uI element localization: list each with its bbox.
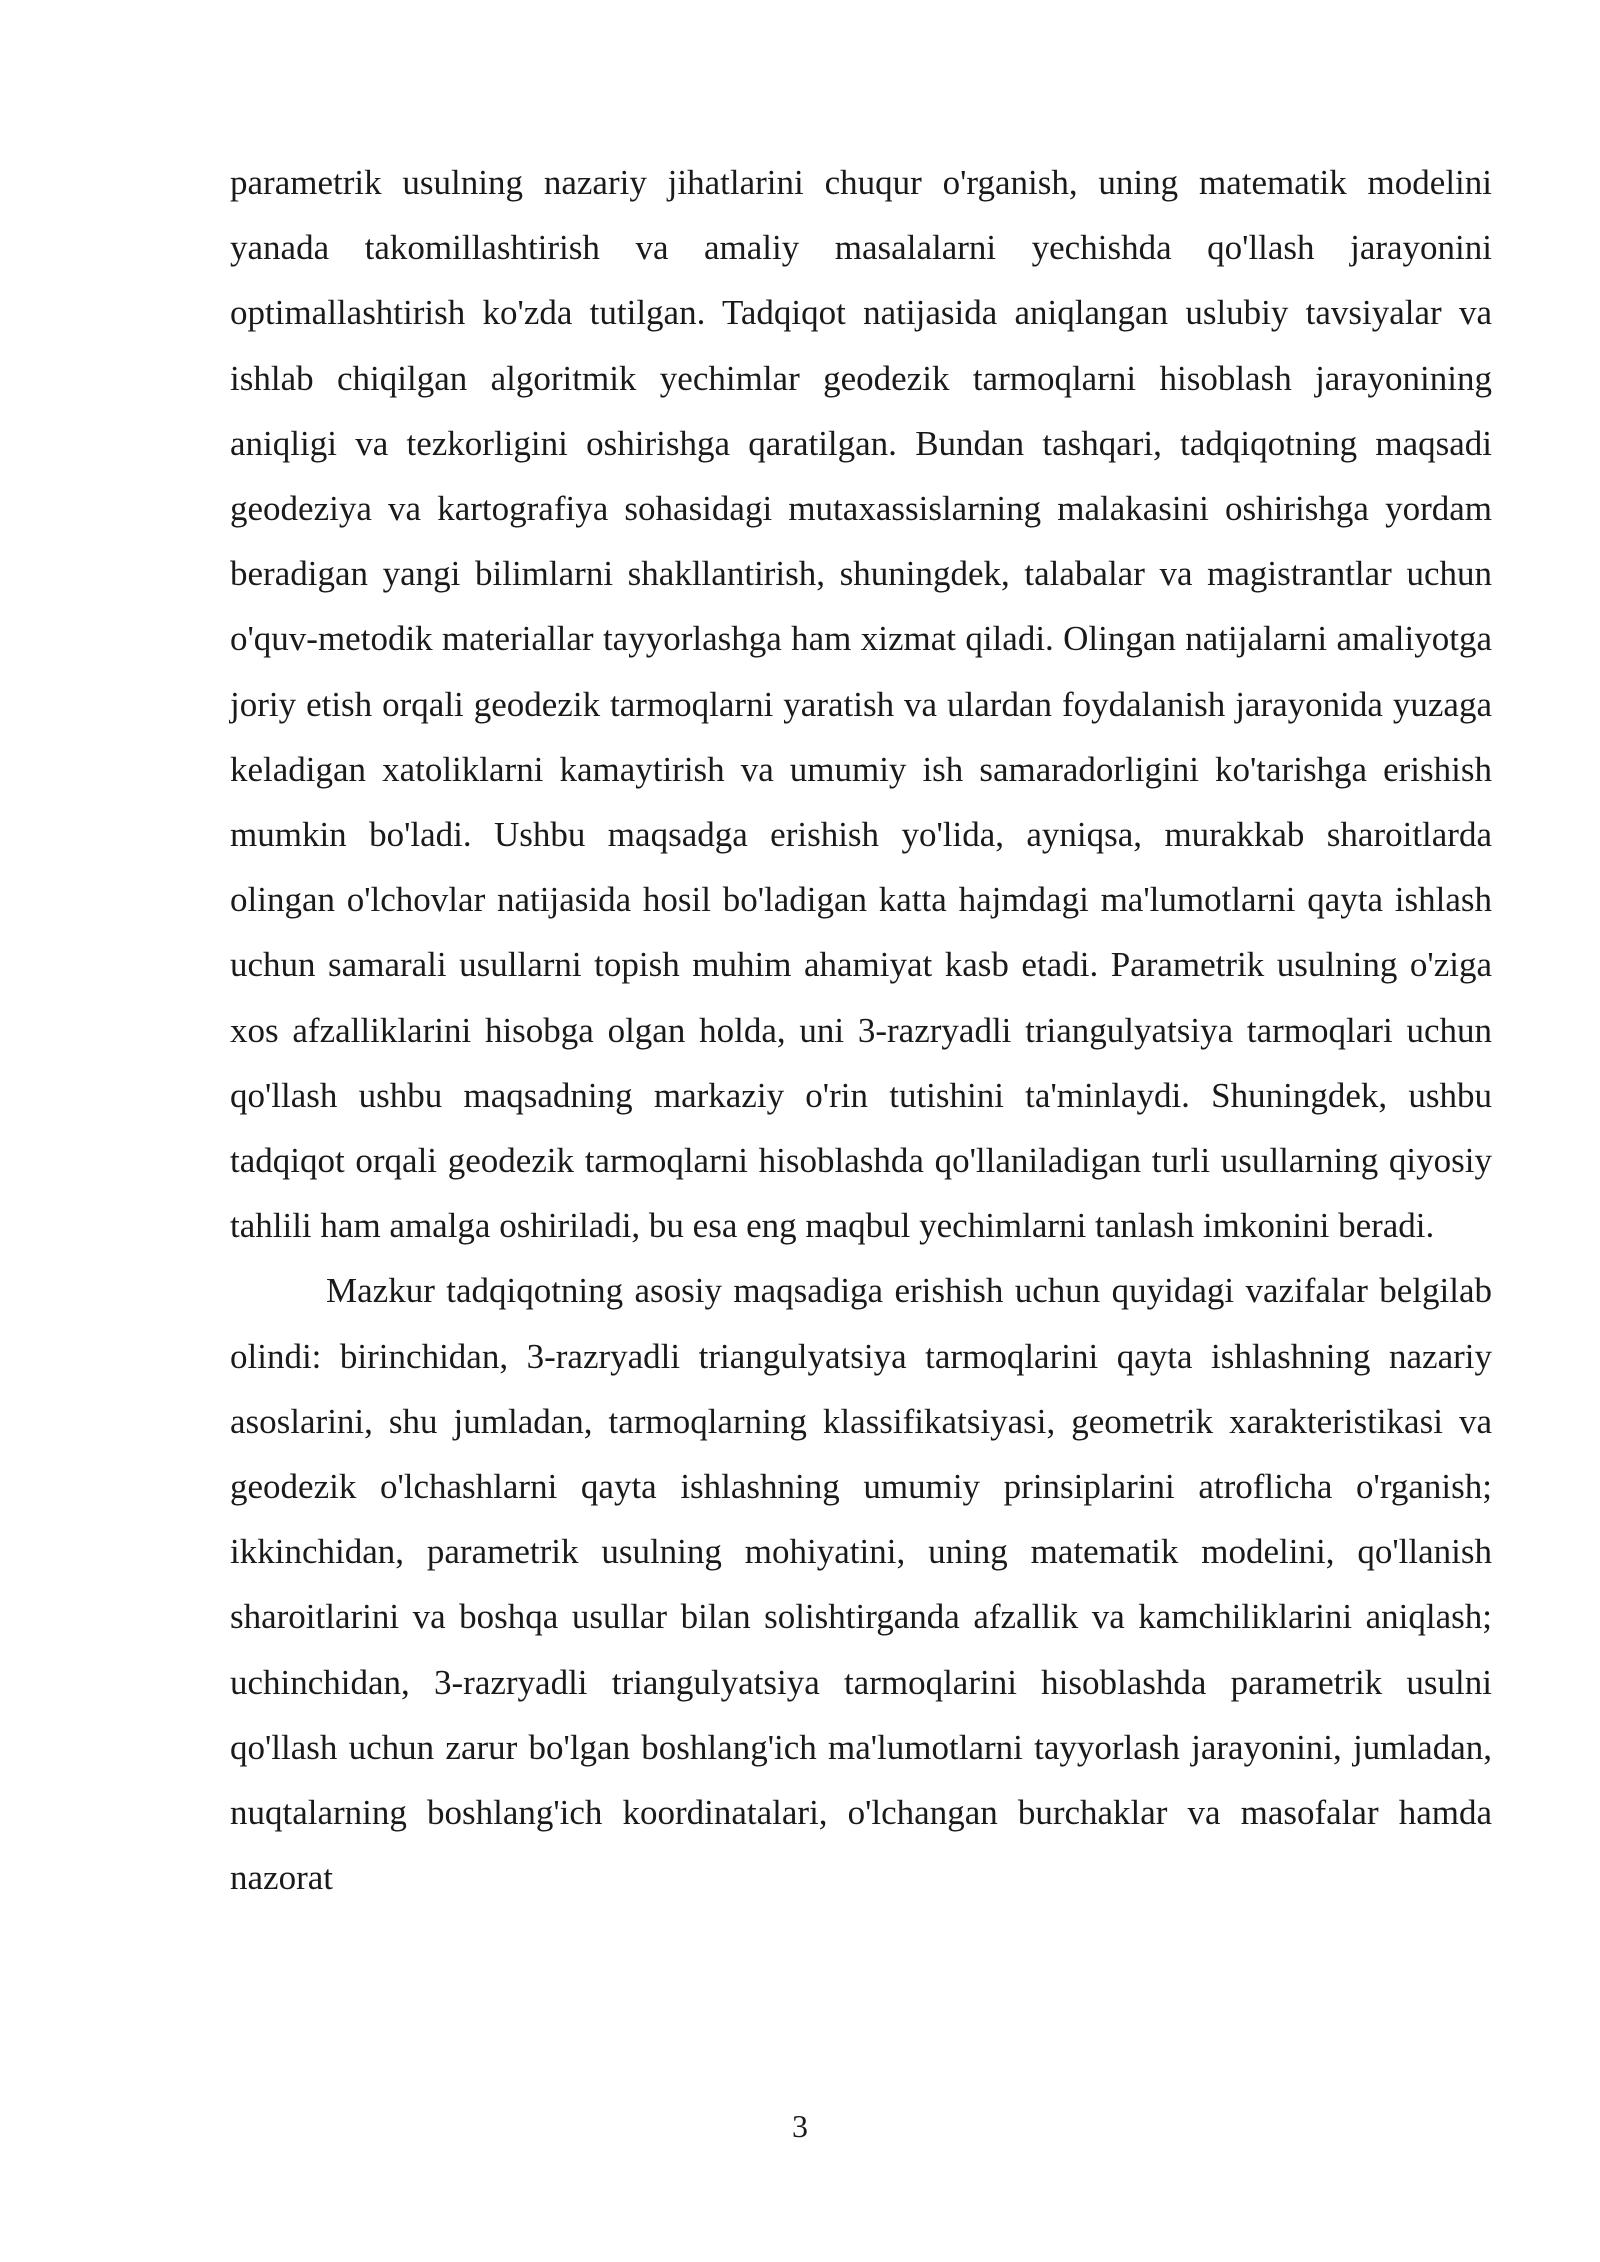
page-number: 3 bbox=[792, 2108, 808, 2144]
paragraph-tasks: Mazkur tadqiqotning asosiy maqsadiga erishish uchun quyidagi vazifalar belgilab olindi: birinchidan, 3-razryadli triangulyatsiya tarmoqlarini qayta ishlashning nazariy asoslarini, shu jumladan, tarmoqlarning klassifikatsiyasi, geometrik xarakteristikasi va geodezik o'lchashlarni qayta ishlashning umumiy prinsiplarini atroflicha o'rganish; ikkinchidan, parametrik usulning mohiyatini, uning matematik modelini, qo'llanish sharoitlarini va boshqa usullar bilan solishtirganda afzallik va kamchiliklarini aniqlash; uchinchidan, 3-razryadli triangulyatsiya tarmoqlarini hisoblashda parametrik usulni qo'llash uchun zarur bo'lgan boshlang'ich ma'lumotlarni tayyorlash jarayonini, jumladan, nuqtalarning boshlang'ich koordinatalari, o'lchangan burchaklar va masofalar hamda nazorat bbox=[230, 1271, 1492, 1898]
paragraph-continuation: parametrik usulning nazariy jihatlarini chuqur o'rganish, uning matematik modelini yanada takomillashtirish va amaliy masalalarni yechishda qo'llash jarayonini optimallashtirish ko'zda tutilgan. Tadqiqot natijasida aniqlangan uslubiy tavsiyalar va ishlab chiqilgan algoritmik yechimlar geodezik tarmoqlarni hisoblash jarayonining aniqligi va tezkorligini oshirishga qaratilgan. Bundan tashqari, tadqiqotning maqsadi geodeziya va kartografiya sohasidagi mutaxassislarning malakasini oshirishga yordam beradigan yangi bilimlarni shakllantirish, shuningdek, talabalar va magistrantlar uchun o'quv-metodik materiallar tayyorlashga ham xizmat qiladi. Olingan natijalarni amaliyotga joriy etish orqali geodezik tarmoqlarni yaratish va ulardan foydalanish jarayonida yuzaga keladigan xatoliklarni kamaytirish va umumiy ish samaradorligini ko'tarishga erishish mumkin bo'ladi. Ushbu maqsadga erishish yo'lida, ayniqsa, murakkab sharoitlarda olingan o'lchovlar natijasida hosil bo'ladigan katta hajmdagi ma'lumotlarni qayta ishlash uchun samarali usullarni topish muhim ahamiyat kasb etadi. Parametrik usulning o'ziga xos afzalliklarini hisobga olgan holda, uni 3-razryadli triangulyatsiya tarmoqlari uchun qo'llash ushbu maqsadning markaziy o'rin tutishini ta'minlaydi. Shuningdek, ushbu tadqiqot orqali geodezik tarmoqlarni hisoblashda qo'llaniladigan turli usullarning qiyosiy tahlili ham amalga oshiriladi, bu esa eng maqbul yechimlarni tanlash imkonini beradi. bbox=[230, 163, 1492, 1246]
body-text bbox=[230, 150, 1492, 1910]
